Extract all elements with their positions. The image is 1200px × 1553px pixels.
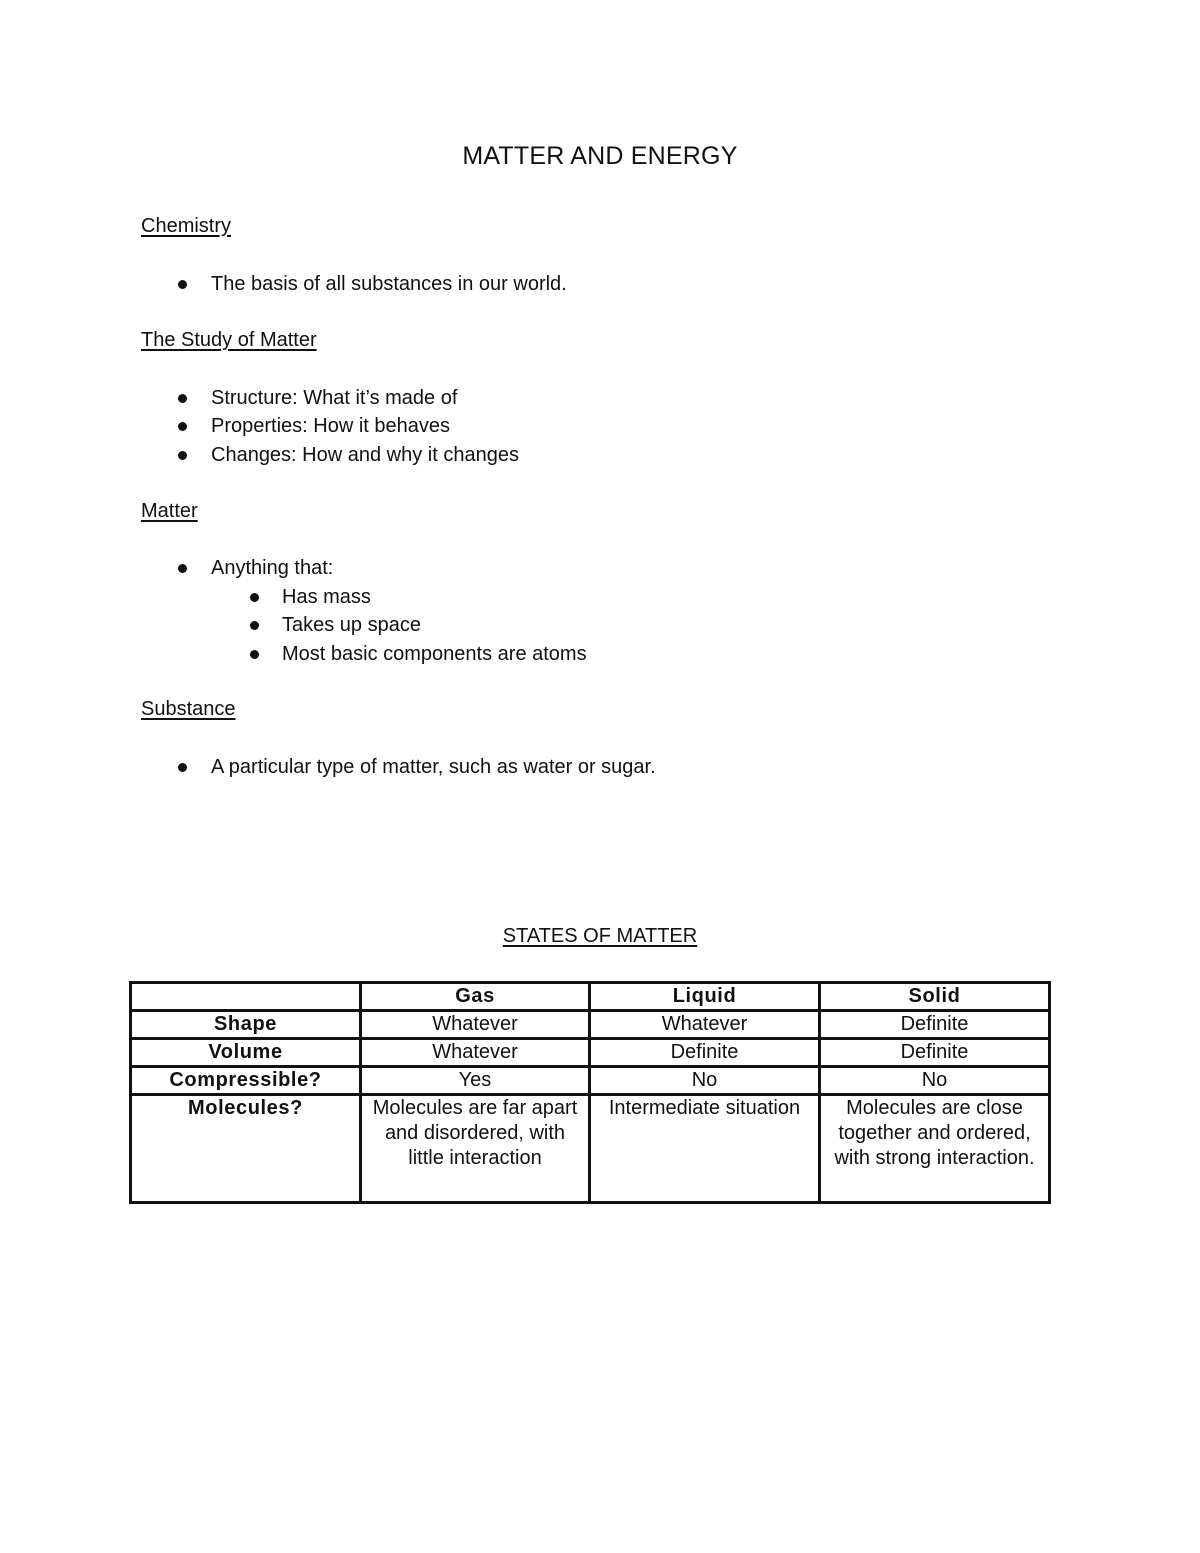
row-header-molecules: Molecules? <box>131 1095 361 1203</box>
column-header-liquid: Liquid <box>590 983 820 1011</box>
list-item: Takes up space <box>282 614 421 636</box>
section-heading-matter: Matter <box>141 500 198 522</box>
table-cell: Molecules are close together and ordered, with strong interaction. <box>820 1095 1050 1203</box>
table-cell: No <box>820 1067 1050 1095</box>
bullet-icon <box>178 394 187 403</box>
bullet-icon <box>178 564 187 573</box>
table-cell: Intermediate situation <box>590 1095 820 1203</box>
table-row <box>131 1095 1050 1203</box>
list-item: Anything that: <box>211 557 334 579</box>
states-of-matter-heading: STATES OF MATTER <box>502 925 698 947</box>
section-heading-substance: Substance <box>141 698 236 720</box>
list-item: Properties: How it behaves <box>211 415 451 437</box>
bullet-icon <box>250 593 259 602</box>
list-item: Has mass <box>282 586 371 608</box>
bullet-icon <box>250 650 259 659</box>
table-cell: Definite <box>820 1011 1050 1039</box>
row-header-shape: Shape <box>131 1011 361 1039</box>
list-item: A particular type of matter, such as water or sugar. <box>211 756 656 778</box>
table-cell: Definite <box>820 1039 1050 1067</box>
column-header-gas: Gas <box>361 983 590 1011</box>
table-cell: Definite <box>590 1039 820 1067</box>
bullet-icon <box>250 621 259 630</box>
table-row <box>131 1011 1050 1039</box>
table-header-row <box>131 983 1050 1011</box>
table-row <box>131 1067 1050 1095</box>
bullet-icon <box>178 451 187 460</box>
column-header-solid: Solid <box>820 983 1050 1011</box>
list-item: Changes: How and why it changes <box>211 444 519 466</box>
table-cell: No <box>590 1067 820 1095</box>
states-of-matter-table <box>129 981 1051 1204</box>
list-item: Structure: What it’s made of <box>211 387 458 409</box>
table-cell: Whatever <box>590 1011 820 1039</box>
section-heading-study-of-matter: The Study of Matter <box>141 329 317 351</box>
list-item: Most basic components are atoms <box>282 643 587 665</box>
table-corner-cell <box>131 983 361 1011</box>
bullet-icon <box>178 422 187 431</box>
table-cell: Yes <box>361 1067 590 1095</box>
table-cell: Whatever <box>361 1011 590 1039</box>
table-cell: Molecules are far apart and disordered, with little interaction <box>361 1095 590 1203</box>
bullet-icon <box>178 280 187 289</box>
table-row <box>131 1039 1050 1067</box>
row-header-volume: Volume <box>131 1039 361 1067</box>
table-cell: Whatever <box>361 1039 590 1067</box>
page-title: MATTER AND ENERGY <box>462 142 738 170</box>
section-heading-chemistry: Chemistry <box>141 215 232 237</box>
row-header-compressible: Compressible? <box>131 1067 361 1095</box>
list-item: The basis of all substances in our world. <box>211 273 567 295</box>
bullet-icon <box>178 763 187 772</box>
